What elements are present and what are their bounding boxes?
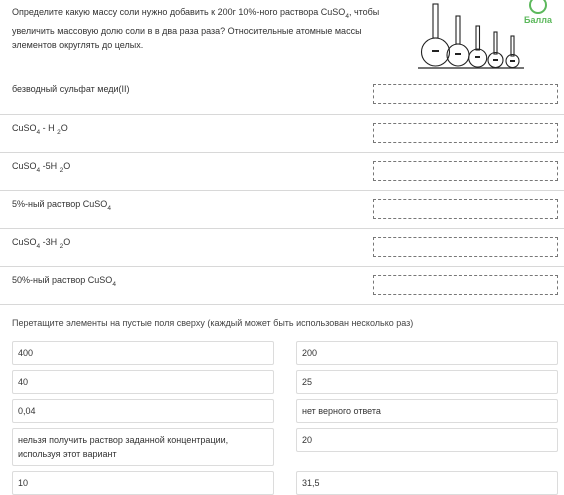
answer-option[interactable]: 20 — [296, 428, 558, 452]
score-indicator — [518, 0, 558, 25]
match-row-label: 5%-ный раствор CuSO$_4$ — [12, 199, 111, 212]
drop-zone[interactable] — [373, 84, 558, 104]
drop-zone[interactable] — [373, 199, 558, 219]
volumetric-flasks-icon — [418, 2, 526, 72]
match-row-label: CuSO$_4$ -3H $_2$O — [12, 237, 71, 250]
match-row-label: безводный сульфат меди(II) — [12, 84, 130, 94]
answer-option[interactable]: 200 — [296, 341, 558, 365]
match-row-cuso4-h2o — [0, 115, 564, 153]
answer-option[interactable]: 40 — [12, 370, 274, 394]
answer-option[interactable]: 400 — [12, 341, 274, 365]
match-row-cuso4-5h2o — [0, 153, 564, 191]
drop-zone[interactable] — [373, 237, 558, 257]
answer-option[interactable]: нет верного ответа — [296, 399, 558, 423]
match-row-label: CuSO$_4$ - H $_2$O — [12, 123, 68, 136]
answer-option[interactable]: 0,04 — [12, 399, 274, 423]
drop-zone[interactable] — [373, 161, 558, 181]
instruction-text: Перетащите элементы на пустые поля сверху (каждый может быть использован несколько раз) — [12, 318, 414, 328]
drop-zone[interactable] — [373, 123, 558, 143]
match-row-5-percent-solution — [0, 191, 564, 229]
match-row-50-percent-solution — [0, 267, 564, 305]
answer-option[interactable]: 25 — [296, 370, 558, 394]
answer-option[interactable]: 10 — [12, 471, 274, 495]
match-row-anhydrous-copper-sulfate — [0, 76, 564, 115]
score-label: Балла — [524, 15, 552, 25]
question-text: Определите какую массу соли нужно добавить к 200г 10%-ного раствора CuSO$_4$, чтобы увеличить массовую долю соли в в два раза раза? Относительные атомные массы элементов округлять до целых. — [12, 7, 380, 50]
score-ring-icon — [529, 0, 547, 14]
answer-option[interactable]: нельзя получить раствор заданной концентрации, используя этот вариант — [12, 428, 274, 466]
drop-zone[interactable] — [373, 275, 558, 295]
match-rows — [0, 76, 564, 305]
match-row-label: CuSO$_4$ -5H $_2$O — [12, 161, 71, 174]
answer-option[interactable]: 31,5 — [296, 471, 558, 495]
match-row-label: 50%-ный раствор CuSO$_4$ — [12, 275, 116, 288]
match-row-cuso4-3h2o — [0, 229, 564, 267]
